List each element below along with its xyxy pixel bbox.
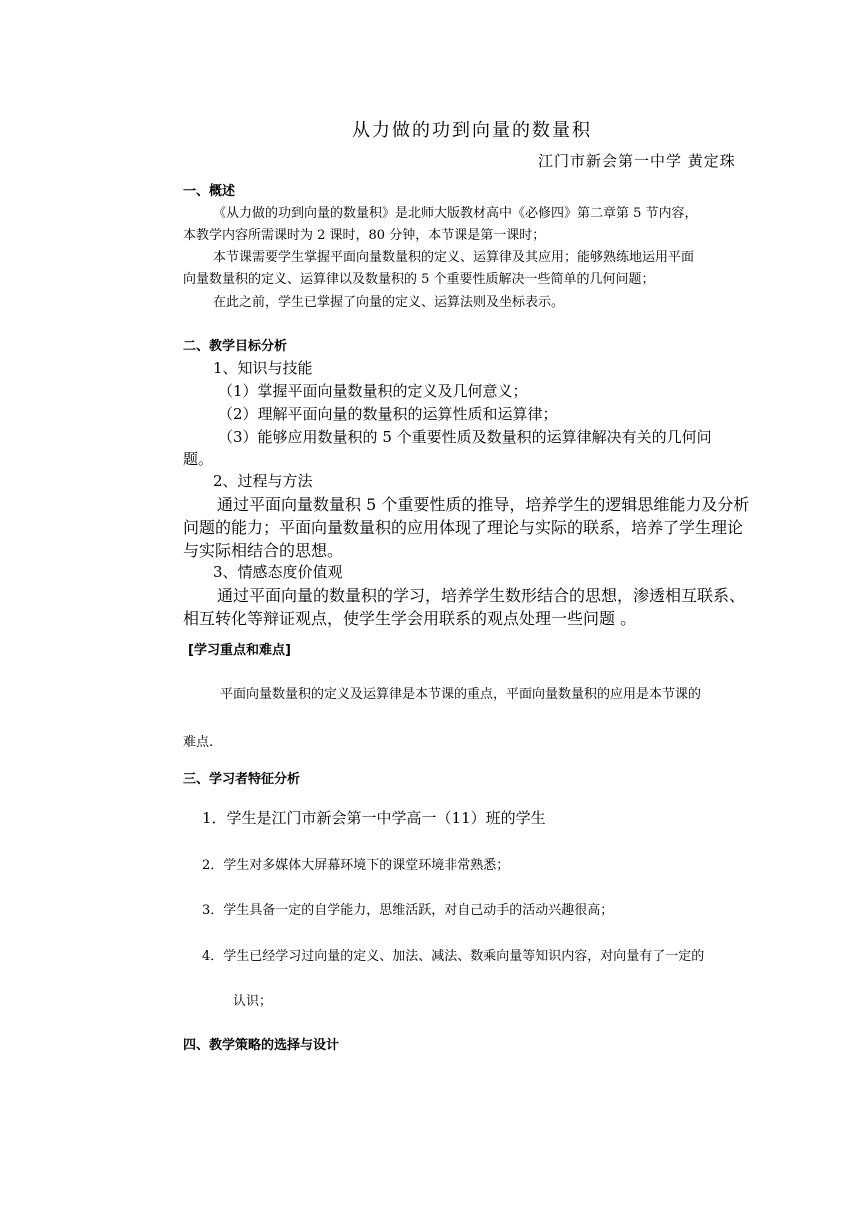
section-1-heading: 一、概述: [183, 184, 236, 199]
section-4-heading: 四、教学策略的选择与设计: [183, 1038, 340, 1053]
process-line: 问题的能力；平面向量数量积的应用体现了理论与实际的联系，培养了学生理论: [183, 518, 744, 537]
goal-item: （3）能够应用数量积的 5 个重要性质及数量积的运算律解决有关的几何问: [218, 428, 712, 446]
overview-line: 本节课需要学生掌握平面向量数量积的定义、运算律及其应用；能够熟练地运用平面: [213, 250, 695, 265]
process-line: 与实际相结合的思想。: [183, 541, 344, 560]
goal-item: （2）理解平面向量的数量积的运算性质和运算律；: [218, 405, 558, 423]
author-line: 江门市新会第一中学 黄定珠: [538, 152, 736, 170]
subheading-attitude: 3、情感态度价值观: [213, 563, 343, 581]
section-2-heading: 二、教学目标分析: [183, 339, 288, 354]
learner-item: 3．学生具备一定的自学能力，思维活跃，对自己动手的活动兴趣很高；: [202, 903, 614, 918]
goal-item: 题。: [183, 450, 214, 468]
keypoints-line: 平面向量数量积的定义及运算律是本节课的重点，平面向量数量积的应用是本节课的: [220, 687, 702, 702]
process-line: 通过平面向量数量积 5 个重要性质的推导，培养学生的逻辑思维能力及分析: [217, 495, 750, 514]
learner-item: 1．学生是江门市新会第一中学高一（11）班的学生: [202, 809, 546, 827]
keypoints-heading: [学习重点和难点]: [188, 643, 291, 658]
learner-item: 认识；: [233, 994, 273, 1009]
overview-line: 本教学内容所需课时为 2 课时，80 分钟，本节课是第一课时；: [183, 228, 546, 243]
overview-line: 向量数量积的定义、运算律以及数量积的 5 个重要性质解决一些简单的几何问题；: [183, 272, 655, 287]
overview-line: 《从力做的功到向量的数量积》是北师大版教材高中《必修四》第二章第 5 节内容，: [213, 206, 698, 221]
section-3-heading: 三、学习者特征分析: [183, 772, 301, 787]
subheading-process: 2、过程与方法: [213, 472, 313, 490]
goal-item: （1）掌握平面向量数量积的定义及几何意义；: [218, 382, 528, 400]
subheading-knowledge: 1、知识与技能: [213, 359, 313, 377]
keypoints-line: 难点.: [183, 735, 214, 750]
learner-item: 2．学生对多媒体大屏幕环境下的课堂环境非常熟悉；: [202, 858, 510, 873]
attitude-line: 相互转化等辩证观点，使学生学会用联系的观点处理一些问题 。: [183, 609, 637, 628]
overview-line: 在此之前，学生已掌握了向量的定义、运算法则及坐标表示。: [213, 295, 565, 310]
document-title: 从力做的功到向量的数量积: [352, 120, 592, 141]
learner-item: 4．学生已经学习过向量的定义、加法、减法、数乘向量等知识内容，对向量有了一定的: [202, 949, 705, 964]
attitude-line: 通过平面向量的数量积的学习，培养学生数形结合的思想，渗透相互联系、: [217, 586, 746, 605]
